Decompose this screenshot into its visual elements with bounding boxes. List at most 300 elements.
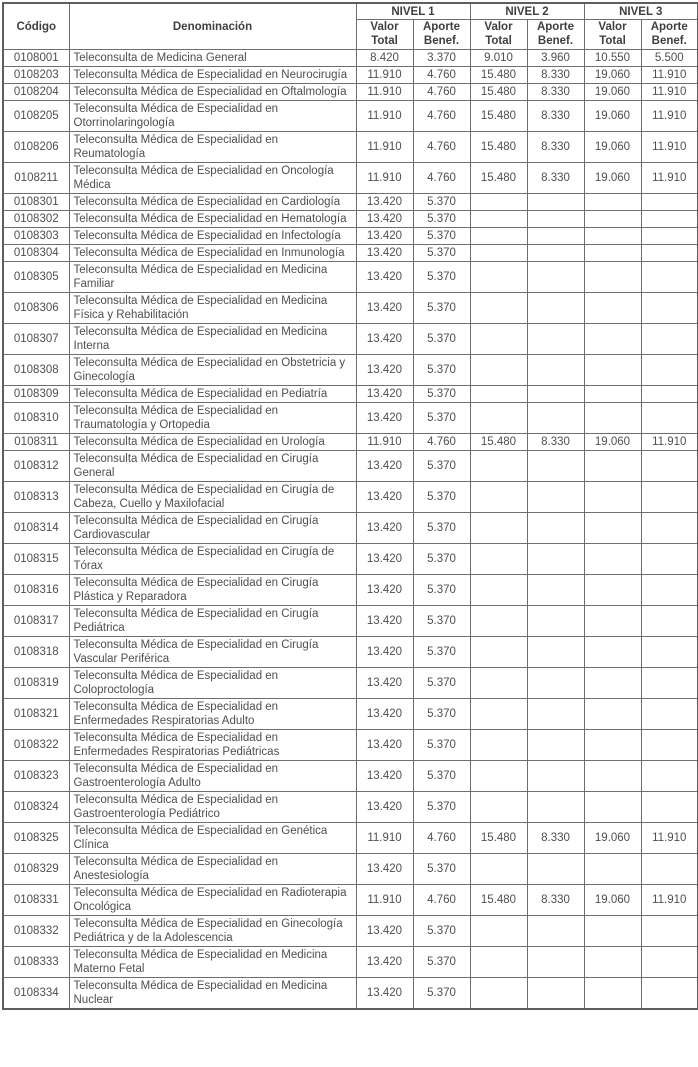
table-row [3,544,698,575]
nivel2-valor-total-cell [470,403,527,434]
nivel3-valor-total-cell [584,262,641,293]
codigo-cell: 0108310 [3,403,69,434]
nivel1-valor-total-cell: 11.910 [356,434,413,451]
codigo-cell: 0108301 [3,194,69,211]
nivel1-aporte-benef-cell: 5.370 [413,637,470,668]
nivel3-aporte-benef-cell: 11.910 [641,132,698,163]
nivel1-valor-total-cell: 13.420 [356,482,413,513]
codigo-cell: 0108311 [3,434,69,451]
nivel2-aporte-benef-cell [527,854,584,885]
nivel1-aporte-benef-cell: 5.370 [413,293,470,324]
table-row [3,194,698,211]
nivel3-aporte-benef-cell [641,792,698,823]
nivel2-valor-total-cell: 15.480 [470,84,527,101]
table-row [3,854,698,885]
codigo-cell: 0108322 [3,730,69,761]
nivel1-valor-total-cell: 11.910 [356,163,413,194]
nivel3-aporte-benef-cell [641,730,698,761]
nivel2-valor-total-cell: 15.480 [470,101,527,132]
nivel1-aporte-benef-cell: 4.760 [413,67,470,84]
nivel1-valor-total-cell: 13.420 [356,792,413,823]
header-nivel3-valor-total: Valor Total [584,20,641,50]
header-nivel1-valor-total: Valor Total [356,20,413,50]
nivel3-valor-total-cell [584,386,641,403]
nivel2-valor-total-cell [470,792,527,823]
nivel2-aporte-benef-cell: 8.330 [527,163,584,194]
table-row [3,699,698,730]
nivel1-aporte-benef-cell: 5.370 [413,355,470,386]
denominacion-cell: Teleconsulta Médica de Especialidad en Medicina Interna [69,324,356,355]
nivel1-valor-total-cell: 13.420 [356,699,413,730]
nivel1-aporte-benef-cell: 5.370 [413,194,470,211]
nivel3-aporte-benef-cell [641,262,698,293]
denominacion-cell: Teleconsulta Médica de Especialidad en Gastroenterología Pediátrico [69,792,356,823]
header-denominacion: Denominación [69,3,356,50]
nivel1-valor-total-cell: 13.420 [356,211,413,228]
codigo-cell: 0108206 [3,132,69,163]
nivel2-valor-total-cell [470,668,527,699]
nivel2-valor-total-cell: 15.480 [470,132,527,163]
codigo-cell: 0108302 [3,211,69,228]
nivel3-valor-total-cell: 19.060 [584,163,641,194]
nivel1-aporte-benef-cell: 5.370 [413,482,470,513]
nivel3-aporte-benef-cell [641,978,698,1010]
nivel3-valor-total-cell [584,194,641,211]
nivel2-valor-total-cell [470,730,527,761]
nivel2-valor-total-cell [470,355,527,386]
nivel1-aporte-benef-cell: 5.370 [413,761,470,792]
table-row [3,262,698,293]
table-row [3,403,698,434]
nivel3-aporte-benef-cell [641,699,698,730]
nivel2-aporte-benef-cell [527,293,584,324]
nivel1-aporte-benef-cell: 4.760 [413,823,470,854]
denominacion-cell: Teleconsulta Médica de Especialidad en Cirugía Vascular Periférica [69,637,356,668]
nivel2-aporte-benef-cell [527,513,584,544]
nivel3-aporte-benef-cell: 11.910 [641,885,698,916]
nivel2-valor-total-cell [470,293,527,324]
table-row [3,916,698,947]
table-row [3,823,698,854]
nivel1-aporte-benef-cell: 5.370 [413,668,470,699]
nivel2-valor-total-cell [470,854,527,885]
denominacion-cell: Teleconsulta Médica de Especialidad en Gastroenterología Adulto [69,761,356,792]
nivel1-aporte-benef-cell: 5.370 [413,228,470,245]
codigo-cell: 0108315 [3,544,69,575]
tariff-table [2,2,698,1010]
nivel3-aporte-benef-cell: 11.910 [641,101,698,132]
nivel3-aporte-benef-cell [641,916,698,947]
nivel2-valor-total-cell [470,916,527,947]
nivel2-valor-total-cell [470,386,527,403]
denominacion-cell: Teleconsulta Médica de Especialidad en Otorrinolaringología [69,101,356,132]
nivel3-valor-total-cell [584,482,641,513]
nivel3-valor-total-cell [584,245,641,262]
nivel2-valor-total-cell: 15.480 [470,885,527,916]
nivel1-aporte-benef-cell: 5.370 [413,854,470,885]
nivel1-aporte-benef-cell: 5.370 [413,386,470,403]
denominacion-cell: Teleconsulta Médica de Especialidad en Enfermedades Respiratorias Adulto [69,699,356,730]
nivel3-valor-total-cell: 19.060 [584,885,641,916]
nivel1-aporte-benef-cell: 5.370 [413,730,470,761]
header-codigo: Código [3,3,69,50]
nivel2-aporte-benef-cell [527,262,584,293]
nivel1-aporte-benef-cell: 5.370 [413,606,470,637]
codigo-cell: 0108325 [3,823,69,854]
nivel2-valor-total-cell [470,761,527,792]
denominacion-cell: Teleconsulta Médica de Especialidad en Obstetricia y Ginecología [69,355,356,386]
nivel2-aporte-benef-cell [527,916,584,947]
nivel3-aporte-benef-cell [641,513,698,544]
nivel3-valor-total-cell [584,668,641,699]
nivel3-valor-total-cell [584,978,641,1010]
codigo-cell: 0108211 [3,163,69,194]
denominacion-cell: Teleconsulta Médica de Especialidad en Oftalmología [69,84,356,101]
nivel1-aporte-benef-cell: 5.370 [413,262,470,293]
table-row [3,67,698,84]
header-nivel3-aporte-benef: Aporte Benef. [641,20,698,50]
denominacion-cell: Teleconsulta Médica de Especialidad en Infectología [69,228,356,245]
table-row [3,228,698,245]
header-row-niveles [3,3,698,20]
nivel2-valor-total-cell [470,606,527,637]
nivel3-aporte-benef-cell [641,355,698,386]
nivel1-valor-total-cell: 13.420 [356,386,413,403]
nivel2-valor-total-cell [470,245,527,262]
nivel3-aporte-benef-cell: 5.500 [641,50,698,67]
nivel2-aporte-benef-cell: 8.330 [527,823,584,854]
nivel1-valor-total-cell: 13.420 [356,978,413,1010]
nivel3-aporte-benef-cell [641,854,698,885]
nivel3-valor-total-cell: 19.060 [584,84,641,101]
nivel1-valor-total-cell: 13.420 [356,854,413,885]
denominacion-cell: Teleconsulta Médica de Especialidad en Traumatología y Ortopedia [69,403,356,434]
table-row [3,245,698,262]
codigo-cell: 0108309 [3,386,69,403]
nivel2-aporte-benef-cell: 8.330 [527,67,584,84]
table-row [3,50,698,67]
nivel1-aporte-benef-cell: 4.760 [413,434,470,451]
denominacion-cell: Teleconsulta Médica de Especialidad en Neurocirugía [69,67,356,84]
codigo-cell: 0108308 [3,355,69,386]
nivel2-aporte-benef-cell [527,947,584,978]
codigo-cell: 0108305 [3,262,69,293]
table-row [3,761,698,792]
table-header [3,3,698,50]
nivel1-aporte-benef-cell: 5.370 [413,792,470,823]
nivel2-aporte-benef-cell [527,386,584,403]
denominacion-cell: Teleconsulta Médica de Especialidad en Medicina Materno Fetal [69,947,356,978]
codigo-cell: 0108331 [3,885,69,916]
nivel3-valor-total-cell [584,575,641,606]
nivel2-valor-total-cell [470,262,527,293]
nivel2-valor-total-cell: 15.480 [470,163,527,194]
denominacion-cell: Teleconsulta Médica de Especialidad en Medicina Familiar [69,262,356,293]
denominacion-cell: Teleconsulta Médica de Especialidad en Cirugía Pediátrica [69,606,356,637]
codigo-cell: 0108329 [3,854,69,885]
denominacion-cell: Teleconsulta Médica de Especialidad en Ginecología Pediátrica y de la Adolescencia [69,916,356,947]
nivel3-valor-total-cell [584,228,641,245]
nivel1-aporte-benef-cell: 5.370 [413,699,470,730]
denominacion-cell: Teleconsulta Médica de Especialidad en Genética Clínica [69,823,356,854]
nivel1-aporte-benef-cell: 4.760 [413,84,470,101]
nivel2-aporte-benef-cell [527,245,584,262]
nivel1-aporte-benef-cell: 5.370 [413,451,470,482]
nivel2-aporte-benef-cell [527,792,584,823]
nivel3-valor-total-cell [584,916,641,947]
nivel2-valor-total-cell [470,978,527,1010]
nivel1-aporte-benef-cell: 5.370 [413,513,470,544]
nivel1-valor-total-cell: 13.420 [356,637,413,668]
denominacion-cell: Teleconsulta Médica de Especialidad en Urología [69,434,356,451]
nivel1-valor-total-cell: 11.910 [356,132,413,163]
table-row [3,792,698,823]
nivel2-valor-total-cell [470,211,527,228]
nivel3-valor-total-cell [584,947,641,978]
table-row [3,606,698,637]
nivel1-valor-total-cell: 8.420 [356,50,413,67]
table-row [3,132,698,163]
nivel2-valor-total-cell [470,575,527,606]
nivel3-aporte-benef-cell [641,451,698,482]
header-nivel2-aporte-benef: Aporte Benef. [527,20,584,50]
nivel1-valor-total-cell: 13.420 [356,513,413,544]
codigo-cell: 0108304 [3,245,69,262]
nivel3-aporte-benef-cell [641,228,698,245]
denominacion-cell: Teleconsulta Médica de Especialidad en Cirugía Plástica y Reparadora [69,575,356,606]
nivel1-valor-total-cell: 13.420 [356,293,413,324]
nivel3-aporte-benef-cell [641,668,698,699]
nivel3-aporte-benef-cell [641,544,698,575]
table-body [3,50,698,1010]
nivel1-valor-total-cell: 13.420 [356,730,413,761]
nivel3-aporte-benef-cell: 11.910 [641,823,698,854]
nivel2-valor-total-cell [470,482,527,513]
table-row [3,978,698,1010]
nivel2-aporte-benef-cell [527,978,584,1010]
nivel3-aporte-benef-cell [641,403,698,434]
nivel2-aporte-benef-cell: 8.330 [527,132,584,163]
codigo-cell: 0108319 [3,668,69,699]
nivel1-aporte-benef-cell: 5.370 [413,211,470,228]
nivel2-aporte-benef-cell: 8.330 [527,434,584,451]
nivel3-aporte-benef-cell [641,211,698,228]
codigo-cell: 0108317 [3,606,69,637]
nivel1-valor-total-cell: 13.420 [356,668,413,699]
nivel1-aporte-benef-cell: 4.760 [413,132,470,163]
nivel3-aporte-benef-cell [641,324,698,355]
denominacion-cell: Teleconsulta Médica de Especialidad en Cardiología [69,194,356,211]
nivel2-valor-total-cell: 9.010 [470,50,527,67]
codigo-cell: 0108307 [3,324,69,355]
nivel3-valor-total-cell [584,513,641,544]
nivel2-aporte-benef-cell [527,355,584,386]
nivel2-aporte-benef-cell [527,668,584,699]
header-nivel-2: NIVEL 2 [470,3,584,20]
nivel3-valor-total-cell [584,854,641,885]
nivel3-valor-total-cell [584,761,641,792]
nivel2-valor-total-cell [470,194,527,211]
nivel2-valor-total-cell [470,637,527,668]
nivel3-valor-total-cell [584,293,641,324]
nivel3-valor-total-cell [584,730,641,761]
denominacion-cell: Teleconsulta Médica de Especialidad en Cirugía de Tórax [69,544,356,575]
nivel3-aporte-benef-cell [641,637,698,668]
denominacion-cell: Teleconsulta Médica de Especialidad en Radioterapia Oncológica [69,885,356,916]
nivel1-aporte-benef-cell: 5.370 [413,324,470,355]
nivel1-aporte-benef-cell: 4.760 [413,885,470,916]
nivel2-aporte-benef-cell [527,730,584,761]
nivel1-aporte-benef-cell: 3.370 [413,50,470,67]
nivel2-aporte-benef-cell [527,228,584,245]
codigo-cell: 0108324 [3,792,69,823]
codigo-cell: 0108312 [3,451,69,482]
header-nivel-3: NIVEL 3 [584,3,698,20]
nivel3-aporte-benef-cell: 11.910 [641,434,698,451]
nivel2-valor-total-cell [470,228,527,245]
nivel2-aporte-benef-cell: 3.960 [527,50,584,67]
denominacion-cell: Teleconsulta Médica de Especialidad en Cirugía General [69,451,356,482]
denominacion-cell: Teleconsulta de Medicina General [69,50,356,67]
nivel3-aporte-benef-cell [641,386,698,403]
nivel3-valor-total-cell [584,699,641,730]
nivel1-valor-total-cell: 13.420 [356,947,413,978]
nivel3-aporte-benef-cell [641,245,698,262]
nivel2-valor-total-cell [470,699,527,730]
nivel2-aporte-benef-cell [527,575,584,606]
codigo-cell: 0108314 [3,513,69,544]
denominacion-cell: Teleconsulta Médica de Especialidad en Medicina Nuclear [69,978,356,1010]
nivel3-valor-total-cell [584,403,641,434]
codigo-cell: 0108323 [3,761,69,792]
table-row [3,163,698,194]
nivel3-aporte-benef-cell: 11.910 [641,84,698,101]
denominacion-cell: Teleconsulta Médica de Especialidad en Coloproctología [69,668,356,699]
nivel3-aporte-benef-cell [641,194,698,211]
table-row [3,668,698,699]
nivel3-valor-total-cell: 10.550 [584,50,641,67]
codigo-cell: 0108306 [3,293,69,324]
denominacion-cell: Teleconsulta Médica de Especialidad en Enfermedades Respiratorias Pediátricas [69,730,356,761]
nivel1-valor-total-cell: 13.420 [356,575,413,606]
table-row [3,211,698,228]
codigo-cell: 0108316 [3,575,69,606]
nivel2-aporte-benef-cell [527,699,584,730]
nivel3-valor-total-cell [584,355,641,386]
table-row [3,730,698,761]
nivel1-valor-total-cell: 13.420 [356,761,413,792]
nivel1-valor-total-cell: 11.910 [356,101,413,132]
nivel2-valor-total-cell [470,544,527,575]
table-row [3,575,698,606]
nivel3-valor-total-cell [584,637,641,668]
nivel3-valor-total-cell: 19.060 [584,132,641,163]
nivel1-valor-total-cell: 13.420 [356,916,413,947]
table-row [3,386,698,403]
nivel3-aporte-benef-cell [641,575,698,606]
denominacion-cell: Teleconsulta Médica de Especialidad en Oncología Médica [69,163,356,194]
nivel1-aporte-benef-cell: 5.370 [413,575,470,606]
nivel2-aporte-benef-cell: 8.330 [527,84,584,101]
nivel2-aporte-benef-cell [527,761,584,792]
nivel2-aporte-benef-cell [527,544,584,575]
nivel1-valor-total-cell: 11.910 [356,67,413,84]
nivel2-valor-total-cell [470,324,527,355]
nivel1-aporte-benef-cell: 5.370 [413,916,470,947]
nivel2-aporte-benef-cell: 8.330 [527,101,584,132]
nivel1-valor-total-cell: 13.420 [356,451,413,482]
nivel1-aporte-benef-cell: 4.760 [413,163,470,194]
nivel2-aporte-benef-cell [527,211,584,228]
nivel1-valor-total-cell: 11.910 [356,823,413,854]
nivel3-valor-total-cell: 19.060 [584,434,641,451]
nivel3-aporte-benef-cell [641,293,698,324]
nivel1-aporte-benef-cell: 5.370 [413,544,470,575]
nivel2-aporte-benef-cell [527,637,584,668]
table-row [3,513,698,544]
nivel3-valor-total-cell [584,544,641,575]
codigo-cell: 0108332 [3,916,69,947]
header-nivel2-valor-total: Valor Total [470,20,527,50]
nivel3-valor-total-cell [584,606,641,637]
denominacion-cell: Teleconsulta Médica de Especialidad en Anestesiología [69,854,356,885]
codigo-cell: 0108205 [3,101,69,132]
nivel2-valor-total-cell: 15.480 [470,823,527,854]
nivel1-valor-total-cell: 11.910 [356,885,413,916]
nivel1-aporte-benef-cell: 5.370 [413,947,470,978]
nivel3-valor-total-cell [584,324,641,355]
nivel1-valor-total-cell: 13.420 [356,403,413,434]
codigo-cell: 0108321 [3,699,69,730]
nivel3-aporte-benef-cell [641,947,698,978]
denominacion-cell: Teleconsulta Médica de Especialidad en Cirugía de Cabeza, Cuello y Maxilofacial [69,482,356,513]
table-row [3,355,698,386]
nivel1-valor-total-cell: 13.420 [356,324,413,355]
nivel2-valor-total-cell [470,513,527,544]
nivel2-valor-total-cell: 15.480 [470,434,527,451]
nivel1-aporte-benef-cell: 5.370 [413,978,470,1010]
nivel2-aporte-benef-cell [527,403,584,434]
nivel3-aporte-benef-cell [641,761,698,792]
nivel3-aporte-benef-cell: 11.910 [641,163,698,194]
denominacion-cell: Teleconsulta Médica de Especialidad en Cirugía Cardiovascular [69,513,356,544]
nivel3-valor-total-cell: 19.060 [584,67,641,84]
nivel1-aporte-benef-cell: 4.760 [413,101,470,132]
nivel1-valor-total-cell: 13.420 [356,194,413,211]
nivel3-aporte-benef-cell [641,606,698,637]
header-nivel-1: NIVEL 1 [356,3,470,20]
nivel2-aporte-benef-cell [527,606,584,637]
codigo-cell: 0108313 [3,482,69,513]
nivel3-valor-total-cell [584,792,641,823]
nivel2-aporte-benef-cell [527,194,584,211]
nivel2-valor-total-cell: 15.480 [470,67,527,84]
nivel1-valor-total-cell: 13.420 [356,355,413,386]
codigo-cell: 0108303 [3,228,69,245]
denominacion-cell: Teleconsulta Médica de Especialidad en Hematología [69,211,356,228]
table-row [3,84,698,101]
nivel1-valor-total-cell: 13.420 [356,544,413,575]
nivel2-aporte-benef-cell [527,482,584,513]
nivel1-aporte-benef-cell: 5.370 [413,245,470,262]
nivel2-aporte-benef-cell [527,451,584,482]
table-row [3,451,698,482]
nivel1-valor-total-cell: 13.420 [356,606,413,637]
nivel3-aporte-benef-cell: 11.910 [641,67,698,84]
codigo-cell: 0108334 [3,978,69,1010]
nivel3-valor-total-cell [584,211,641,228]
nivel3-aporte-benef-cell [641,482,698,513]
